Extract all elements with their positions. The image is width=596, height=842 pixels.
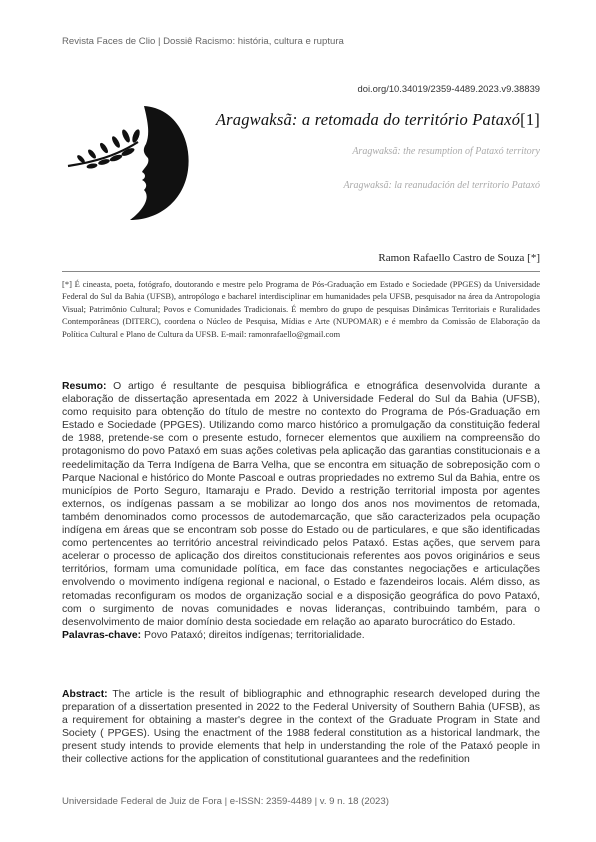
keywords-label: Palavras-chave: <box>62 629 142 641</box>
abstract-label: Abstract: <box>62 689 108 700</box>
running-header: Revista Faces de Clio | Dossiê Racismo: história, cultura e ruptura <box>62 36 344 47</box>
title-note-ref[interactable]: [1] <box>520 110 540 129</box>
article-title-text: Aragwaksã: a retomada do território Pataxó <box>215 110 521 129</box>
resumo-text: O artigo é resultante de pesquisa bibliográfica e etnográfica desenvolvida durante a elaboração de dissertação apresentada em 2022 à Universidade Federal do Sul da Bahia (UFSB), como requisito para obtenção do título de mestre no contexto do Programa de Pós-Graduação em Estado e Sociedade (PPGES). Utilizando como marco histórico a promulgação da constituição federal de 1988, pretende-se com o presente estudo, fornecer elementos que auxiliem na compreensão do protagonismo do povo Pataxó em suas ações coletivas pela aplicação das garantias constitucionais e a reedelimitação da Terra Indígena de Barra Velha, que se encontra em situação de sobreposição com o Parque Nacional e histórico do Monte Pascoal e outras propriedades no extremo Sul da Bahia, entre os municípios de Porto Seguro, Itamaraju e Prado. Devido a restrição territorial imposta por agentes externos, os indígenas passam a se mobilizar ao longo dos anos nos movimentos de retomada, também denominados como processos de autodemarcação, que são caracterizados pela ocupação indígena em áreas que se encontram sob posse do Estado ou de particulares, e que são identificadas como pertencentes ao território ancestral reivindicado pelos Pataxó. Estas ações, que servem para acelerar o processo de aplicação dos direitos constitucionais referentes aos povos originários e seus territórios, formam uma comunidade política, em face das constantes negociações e articulações envolvendo o movimento indígena regional e nacional, o Estado e fazendeiros locais. Além disso, as retomadas reconfiguram os modos de organização social e a disposição geográfica do povo Pataxó, com o surgimento de novas comunidades e novas lideranças, contribuindo também, para o desenvolvimento de maior domínio desta sociedade em relação ao aparato burocrático do Estado. <box>62 381 540 628</box>
author-note: [*] É cineasta, poeta, fotógrafo, doutorando e mestre pelo Programa de Pós-Graduação em Estado e Sociedade (PPGES) da Universidade Federal do Sul da Bahia (UFSB), antropólogo e bacharel interdisciplinar em humanidades pela UFSB, pesquisador na área da Antropologia Visual; Patrimônio Cultural; Povos e Comunidades Tradicionais. É membro do grupo de pesquisas Dinâmicas Territoriais e Ruralidades Contemporâneas (DITERC), coordena o Núcleo de Pesquisa, Mídias e Arte (NUPOMAR) e é membro da Comissão de Elaboração da Política Cultural e Plano de Cultura da UFSB. E-mail: ramonrafaello@gmail.com <box>62 279 540 339</box>
article-title <box>216 110 540 130</box>
journal-profile-leaf-logo-icon <box>64 98 194 228</box>
doi-link[interactable]: doi.org/10.34019/2359-4489.2023.v9.38839 <box>357 83 540 94</box>
abstract-text: The article is the result of bibliographic and ethnographic research developed during the preparation of a dissertation presented in 2022 to the Federal University of Southern Bahia (UFSB), as a requirement for obtaining a master's degree in the context of the Graduate Program in State and Society ( PPGES). Using the enactment of the 1988 federal constitution as a historical landmark, the present study intends to provide elements that help in understanding the role of the Pataxó people in their collective actions for the application of constitutional guarantees and the redefinition <box>62 689 540 766</box>
resumo-label: Resumo: <box>62 381 107 392</box>
keywords-paragraph <box>62 629 540 642</box>
abstract-paragraph <box>62 688 540 767</box>
resumo-section <box>62 380 540 642</box>
spanish-title: Aragwaksã: la reanudación del territorio Pataxó <box>343 180 540 191</box>
english-title: Aragwaksã: the resumption of Pataxó territory <box>352 146 540 157</box>
divider <box>62 271 540 272</box>
page-footer: Universidade Federal de Juiz de Fora | e-ISSN: 2359-4489 | v. 9 n. 18 (2023) <box>62 796 389 807</box>
author-name: Ramon Rafaello Castro de Souza [*] <box>378 252 540 264</box>
abstract-section <box>62 688 540 767</box>
keywords-text: Povo Pataxó; direitos indígenas; territorialidade. <box>141 629 365 641</box>
resumo-paragraph <box>62 380 540 629</box>
